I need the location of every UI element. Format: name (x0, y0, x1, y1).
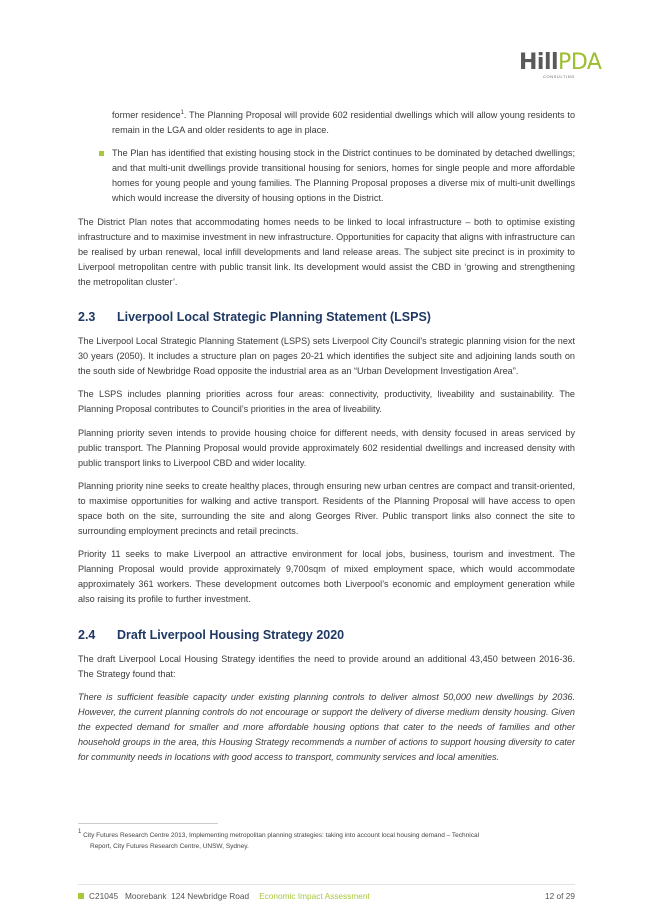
page-footer (78, 891, 575, 905)
paragraph: The District Plan notes that accommodating homes needs to be linked to local infrastructure – both to optimise existing infrastructure and to maximise investment in new infrastructure. Opportunities for capacity that aligns with infrastructure can be realised by urban renewal, local infill developments and land release areas. The subject site precinct is in proximity to Liverpool metropolitan centre with public transit link. Its development would assist the CBD in ‘growing and strengthening the metropolitan cluster’. (78, 216, 575, 287)
footer-divider (78, 884, 575, 885)
paragraph: The LSPS includes planning priorities across four areas: connectivity, productivity, liveability and sustainability. The Planning Proposal contributes to Council’s priorities in the area of liveability. (78, 389, 575, 415)
footer-square-icon (78, 893, 84, 899)
paragraph: Planning priority nine seeks to create healthy places, through ensuring new urban centres are compact and transit-oriented, to maximise opportunities for walking and active transport. Residents of the Planning Proposal will have access to open space both on the site, surrounding the site and along Georges River. Public transport links also connect the site to surrounding employment precincts and retail precincts. (78, 480, 575, 537)
bullet-icon (99, 151, 104, 156)
paragraph: The Liverpool Local Strategic Planning Statement (LSPS) sets Liverpool City Council’s strategic planning vision for the next 30 years (2050). It includes a structure plan on pages 20-21 which identifies the subject site and adjoining lands south on the south side of Newbridge Road opposite the industrial area as an “Urban Development Investigation Area”. (78, 336, 575, 377)
page-number: 12 of 29 (545, 891, 575, 901)
paragraph: The draft Liverpool Local Housing Strategy identifies the need to provide around an additional 43,450 between 2016-36. The Strategy found that: (78, 653, 575, 679)
paragraph: Planning priority seven intends to provide housing choice for different needs, with density focused in areas serviced by public transport. The Planning Proposal would provide approximately 602 residential dwellings and increased density with public transport links to Liverpool CBD and wider locality. (78, 427, 575, 468)
footer-location: Moorebank (125, 891, 167, 901)
footer-address: 124 Newbridge Road (171, 891, 250, 901)
footnote-divider (78, 823, 218, 824)
paragraph: Priority 11 seeks to make Liverpool an attractive environment for local jobs, business, tourism and investment. The Planning Proposal would provide approximately 9,700sqm of mixed employment space, which would accommodate approximately 361 workers. These development outcomes both Liverpool’s economic and employment generation while also raising its profile to further investment. (78, 549, 575, 605)
footer-code: C21045 (89, 891, 119, 901)
logo-hill-text: Hill (519, 50, 559, 75)
footnote-ref[interactable]: 1 (180, 110, 184, 116)
bullet-item: The Plan has identified that existing housing stock in the District continues to be dominated by detached dwellings; and that multi-unit dwellings provide transitional housing for seniors, homes for single people and more affordable homes for young people and young families. The Planning Proposal proposes a diverse mix of multi-unit dwellings which would increase the diversity of housing options in the District. (78, 146, 575, 206)
page-body (78, 108, 575, 765)
logo-pda-text: PDA (558, 50, 602, 75)
footer-title: Economic Impact Assessment (259, 891, 370, 901)
bullet-continuation: former residence$^1$. The Planning Proposal will provide 602 residential dwellings which will allow young residents to remain in the LGA and older residents to age in place. (112, 110, 576, 136)
logo-sub-text: CONSULTING (543, 74, 575, 79)
section-heading-2-3: 2.3 Liverpool Local Strategic Planning Statement (LSPS) (78, 310, 431, 325)
quote-paragraph: There is sufficient feasible capacity under existing planning controls to deliver almost 50,000 new dwellings by 2036. However, the current planning controls do not encourage or support the delivery of diverse medium density housing. Given the expected demand for smaller and more affordable housing options that cater to the needs of families and other household groups in the area, this Housing Strategy recommends a number of actions to support housing diversity to cater for community needs in locations with good access to transport, community services and local amenities. (78, 691, 575, 763)
footnote: $^1$ City Futures Research Centre 2013, Implementing metropolitan planning strategies: taking into account local housing demand – Technical Report, City Futures Research Centre, UNSW, Sydney. (78, 829, 480, 850)
hillpda-logo (519, 52, 609, 80)
section-heading-2-4: 2.4 Draft Liverpool Housing Strategy 2020 (78, 627, 345, 642)
